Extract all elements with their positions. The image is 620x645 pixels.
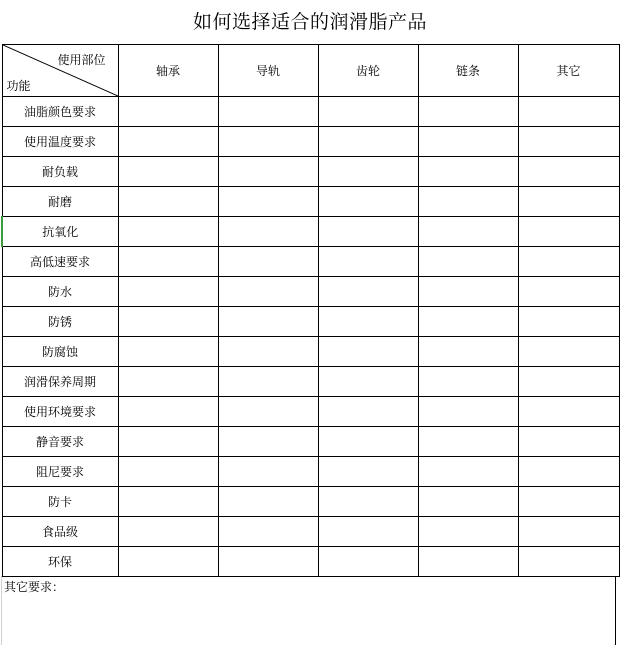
row-label-cell[interactable]: 防锈 <box>2 307 118 337</box>
entry-cell[interactable] <box>318 337 418 367</box>
lubricant-selection-table <box>1 44 620 577</box>
entry-cell[interactable] <box>318 517 418 547</box>
entry-cell[interactable] <box>418 487 518 517</box>
entry-cell[interactable] <box>318 487 418 517</box>
entry-cell[interactable] <box>518 487 619 517</box>
notes-label: 其它要求： <box>4 580 65 594</box>
entry-cell[interactable] <box>518 517 619 547</box>
entry-cell[interactable] <box>518 457 619 487</box>
entry-cell[interactable] <box>518 127 619 157</box>
entry-cell[interactable] <box>418 427 518 457</box>
entry-cell[interactable] <box>518 397 619 427</box>
entry-cell[interactable] <box>418 517 518 547</box>
entry-cell[interactable] <box>118 427 218 457</box>
entry-cell[interactable] <box>518 97 619 127</box>
entry-cell[interactable] <box>418 247 518 277</box>
entry-cell[interactable] <box>418 367 518 397</box>
entry-cell[interactable] <box>118 547 218 577</box>
row-label-cell[interactable]: 使用环境要求 <box>2 397 118 427</box>
entry-cell[interactable] <box>518 337 619 367</box>
entry-cell[interactable] <box>318 217 418 247</box>
row-label-cell[interactable]: 使用温度要求 <box>2 127 118 157</box>
column-header-chain[interactable]: 链条 <box>418 45 518 97</box>
entry-cell[interactable] <box>318 247 418 277</box>
entry-cell[interactable] <box>418 547 518 577</box>
entry-cell[interactable] <box>518 277 619 307</box>
table-row <box>2 217 619 247</box>
entry-cell[interactable] <box>318 157 418 187</box>
entry-cell[interactable] <box>518 217 619 247</box>
table-row <box>2 337 619 367</box>
page-title: 如何选择适合的润滑脂产品 <box>192 11 427 33</box>
table-row <box>2 187 619 217</box>
table-row <box>2 247 619 277</box>
notes-area[interactable] <box>1 576 616 645</box>
table-row <box>2 427 619 457</box>
entry-cell[interactable] <box>418 397 518 427</box>
entry-cell[interactable] <box>518 427 619 457</box>
entry-cell[interactable] <box>118 277 218 307</box>
entry-cell[interactable] <box>118 157 218 187</box>
row-label-cell[interactable]: 防水 <box>2 277 118 307</box>
entry-cell[interactable] <box>518 247 619 277</box>
entry-cell[interactable] <box>118 247 218 277</box>
corner-header-cell[interactable] <box>2 45 118 97</box>
entry-cell[interactable] <box>118 337 218 367</box>
entry-cell[interactable] <box>418 187 518 217</box>
entry-cell[interactable] <box>218 97 318 127</box>
entry-cell[interactable] <box>118 397 218 427</box>
entry-cell[interactable] <box>118 187 218 217</box>
entry-cell[interactable] <box>318 127 418 157</box>
table-body <box>2 97 619 577</box>
entry-cell[interactable] <box>218 397 318 427</box>
row-label-cell[interactable]: 抗氧化 <box>2 217 118 247</box>
column-header-gear[interactable]: 齿轮 <box>318 45 418 97</box>
row-label-cell[interactable]: 环保 <box>2 547 118 577</box>
table-row <box>2 457 619 487</box>
entry-cell[interactable] <box>118 97 218 127</box>
table-row <box>2 127 619 157</box>
entry-cell[interactable] <box>318 397 418 427</box>
entry-cell[interactable] <box>518 367 619 397</box>
entry-cell[interactable] <box>318 457 418 487</box>
entry-cell[interactable] <box>218 457 318 487</box>
entry-cell[interactable] <box>418 157 518 187</box>
entry-cell[interactable] <box>218 277 318 307</box>
table-row <box>2 157 619 187</box>
table-row <box>2 517 619 547</box>
entry-cell[interactable] <box>318 307 418 337</box>
table-row <box>2 367 619 397</box>
entry-cell[interactable] <box>318 187 418 217</box>
corner-usage-label: 使用部位 <box>57 53 106 67</box>
entry-cell[interactable] <box>518 307 619 337</box>
table-row <box>2 97 619 127</box>
row-label-cell[interactable]: 高低速要求 <box>2 247 118 277</box>
entry-cell[interactable] <box>218 247 318 277</box>
entry-cell[interactable] <box>218 517 318 547</box>
entry-cell[interactable] <box>418 97 518 127</box>
table-row <box>2 487 619 517</box>
row-label-cell[interactable]: 食品级 <box>2 517 118 547</box>
header-row <box>2 45 619 97</box>
entry-cell[interactable] <box>418 127 518 157</box>
entry-cell[interactable] <box>218 367 318 397</box>
entry-cell[interactable] <box>218 307 318 337</box>
entry-cell[interactable] <box>218 217 318 247</box>
entry-cell[interactable] <box>318 97 418 127</box>
table-row <box>2 397 619 427</box>
entry-cell[interactable] <box>118 487 218 517</box>
entry-cell[interactable] <box>318 277 418 307</box>
entry-cell[interactable] <box>418 337 518 367</box>
entry-cell[interactable] <box>118 457 218 487</box>
row-label-cell[interactable]: 润滑保养周期 <box>2 367 118 397</box>
entry-cell[interactable] <box>218 127 318 157</box>
entry-cell[interactable] <box>218 547 318 577</box>
table-row <box>2 277 619 307</box>
entry-cell[interactable] <box>518 157 619 187</box>
row-label-cell[interactable]: 耐负载 <box>2 157 118 187</box>
row-label-cell[interactable]: 油脂颜色要求 <box>2 97 118 127</box>
row-label-cell[interactable]: 阻尼要求 <box>2 457 118 487</box>
table-row <box>2 307 619 337</box>
entry-cell[interactable] <box>418 217 518 247</box>
entry-cell[interactable] <box>218 337 318 367</box>
entry-cell[interactable] <box>118 517 218 547</box>
entry-cell[interactable] <box>118 217 218 247</box>
entry-cell[interactable] <box>318 547 418 577</box>
table-row <box>2 547 619 577</box>
column-header-other[interactable]: 其它 <box>518 45 619 97</box>
entry-cell[interactable] <box>418 457 518 487</box>
entry-cell[interactable] <box>318 427 418 457</box>
column-header-guide-rail[interactable]: 导轨 <box>218 45 318 97</box>
entry-cell[interactable] <box>218 427 318 457</box>
entry-cell[interactable] <box>118 127 218 157</box>
entry-cell[interactable] <box>518 187 619 217</box>
column-header-bearing[interactable]: 轴承 <box>118 45 218 97</box>
row-label-cell[interactable]: 防腐蚀 <box>2 337 118 367</box>
entry-cell[interactable] <box>418 307 518 337</box>
corner-function-label: 功能 <box>6 79 31 93</box>
entry-cell[interactable] <box>318 367 418 397</box>
row-label-cell[interactable]: 耐磨 <box>2 187 118 217</box>
entry-cell[interactable] <box>518 547 619 577</box>
entry-cell[interactable] <box>218 157 318 187</box>
entry-cell[interactable] <box>218 487 318 517</box>
entry-cell[interactable] <box>118 307 218 337</box>
entry-cell[interactable] <box>118 367 218 397</box>
row-label-cell[interactable]: 防卡 <box>2 487 118 517</box>
row-label-cell[interactable]: 静音要求 <box>2 427 118 457</box>
entry-cell[interactable] <box>418 277 518 307</box>
entry-cell[interactable] <box>218 187 318 217</box>
